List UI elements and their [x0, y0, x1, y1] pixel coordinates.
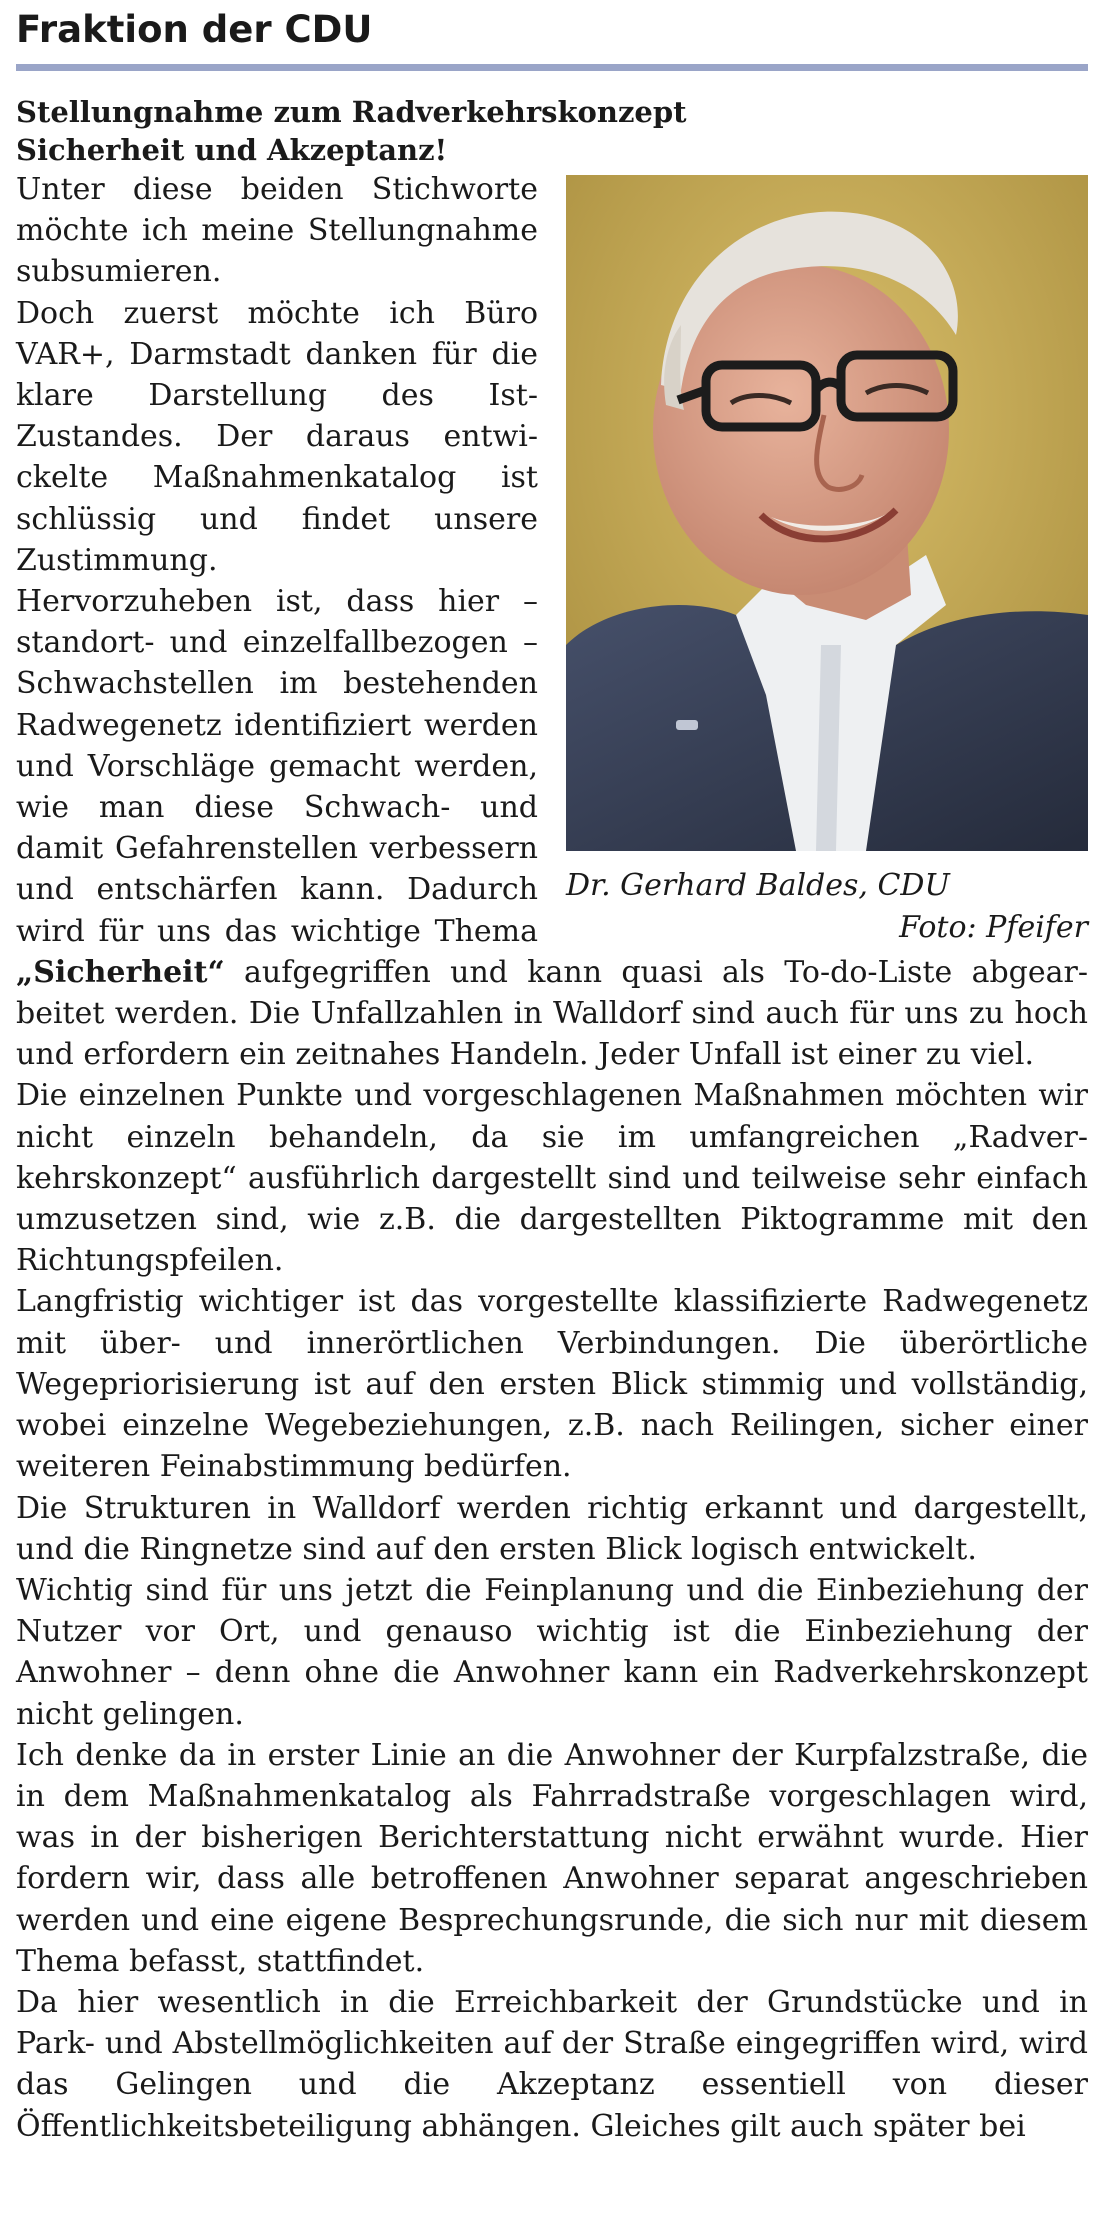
paragraph-2: Doch zuerst möchte ich Büro VAR+, Darmstadt danken für die klare Darstellung des Ist-Zustandes. Der daraus entwickelte Maßnahmenkatalog ist schlüssig und findet unsere Zustimmung.	[16, 295, 538, 578]
photo-credit: Foto: Pfeifer	[899, 910, 1088, 945]
article	[16, 93, 1088, 2147]
photo-figure	[566, 175, 1088, 949]
page	[16, 0, 1088, 2147]
article-headline	[16, 93, 1088, 169]
section-title: Fraktion der CDU	[16, 8, 373, 51]
paragraph-6: Die Strukturen in Walldorf werden richtig erkannt und dargestellt, und die Ringnetze sind auf den ersten Blick logisch entwickelt.	[16, 1490, 1088, 1567]
headline-line-2: Sicherheit und Akzeptanz!	[16, 133, 448, 167]
paragraph-1: Unter diese beiden Stichworte möchte ich meine Stellungnahme subsumieren.	[16, 172, 538, 290]
photo-caption: Dr. Gerhard Baldes, CDU	[566, 868, 950, 903]
paragraph-9: Da hier wesentlich in die Erreichbarkeit der Grundstücke und in Park- und Abstellmöglichkeiten auf der Straße eingegriffen wird, wird das Gelingen und die Akzeptanz essentiell von dieser Öffentlichkeitsbeteiligung abhängen. Gleiches gilt auch später bei	[16, 1984, 1088, 2144]
headline-line-1: Stellungnahme zum Radverkehrskonzept	[16, 95, 687, 129]
paragraph-4: Die einzelnen Punkte und vorgeschlagenen Maßnahmen möchten wir nicht einzeln behandeln, da sie im umfangreichen „Radverkehrskonzept“ ausführlich dargestellt sind und teilweise sehr einfach umzusetzen sind, wie z.B. die dargestellten Piktogramme mit den Richtungspfeilen.	[16, 1078, 1088, 1279]
paragraph-8: Ich denke da in erster Linie an die Anwohner der Kurpfalzstraße, die in dem Maßnahmenkatalog als Fahrradstraße vorgeschlagen wird, was in der bisherigen Berichterstattung nicht erwähnt wurde. Hier fordern wir, dass alle betroffenen Anwohner separat angeschrieben werden und eine eigene Besprechungsrunde, die sich nur mit diesem Thema befasst, stattfindet.	[16, 1737, 1088, 1979]
portrait-photo	[566, 175, 1088, 851]
paragraph-5: Langfristig wichtiger ist das vorgestellte klassifizierte Radwegenetz mit über- und innerörtlichen Verbindungen. Die überörtliche Wegepriorisierung ist auf den ersten Blick stimmig und vollständig, wobei einzelne Wegebeziehungen, z.B. nach Reilingen, sicher einer weiteren Feinabstimmung bedürfen.	[16, 1284, 1088, 1485]
sicherheit-emphasis: „Sicherheit“	[16, 954, 225, 990]
paragraph-3-part-a: Hervorzuheben ist, dass hier – standort- und einzelfallbezogen – Schwachstellen im bestehenden Radwegenetz identifiziert werden und Vorschläge gemacht werden, wie man diese Schwach- und damit Gefahrenstellen verbessern und entschärfen kann. Dadurch wird für uns das wichtige Thema	[16, 584, 538, 949]
paragraph-7: Wichtig sind für uns jetzt die Feinplanung und die Einbeziehung der Nutzer vor Ort, und genauso wichtig ist die Einbeziehung der Anwohner – denn ohne die Anwohner kann ein Radverkehrskonzept nicht gelingen.	[16, 1572, 1088, 1732]
paragraph-3-part-b: aufgegriffen und kann quasi als To-do-Liste abgearbeitet werden. Die Unfallzahlen in Walldorf sind auch für uns zu hoch und erfordern ein zeitnahes Handeln. Jeder Unfall ist einer zu viel.	[16, 954, 1088, 1073]
section-divider	[16, 64, 1088, 71]
